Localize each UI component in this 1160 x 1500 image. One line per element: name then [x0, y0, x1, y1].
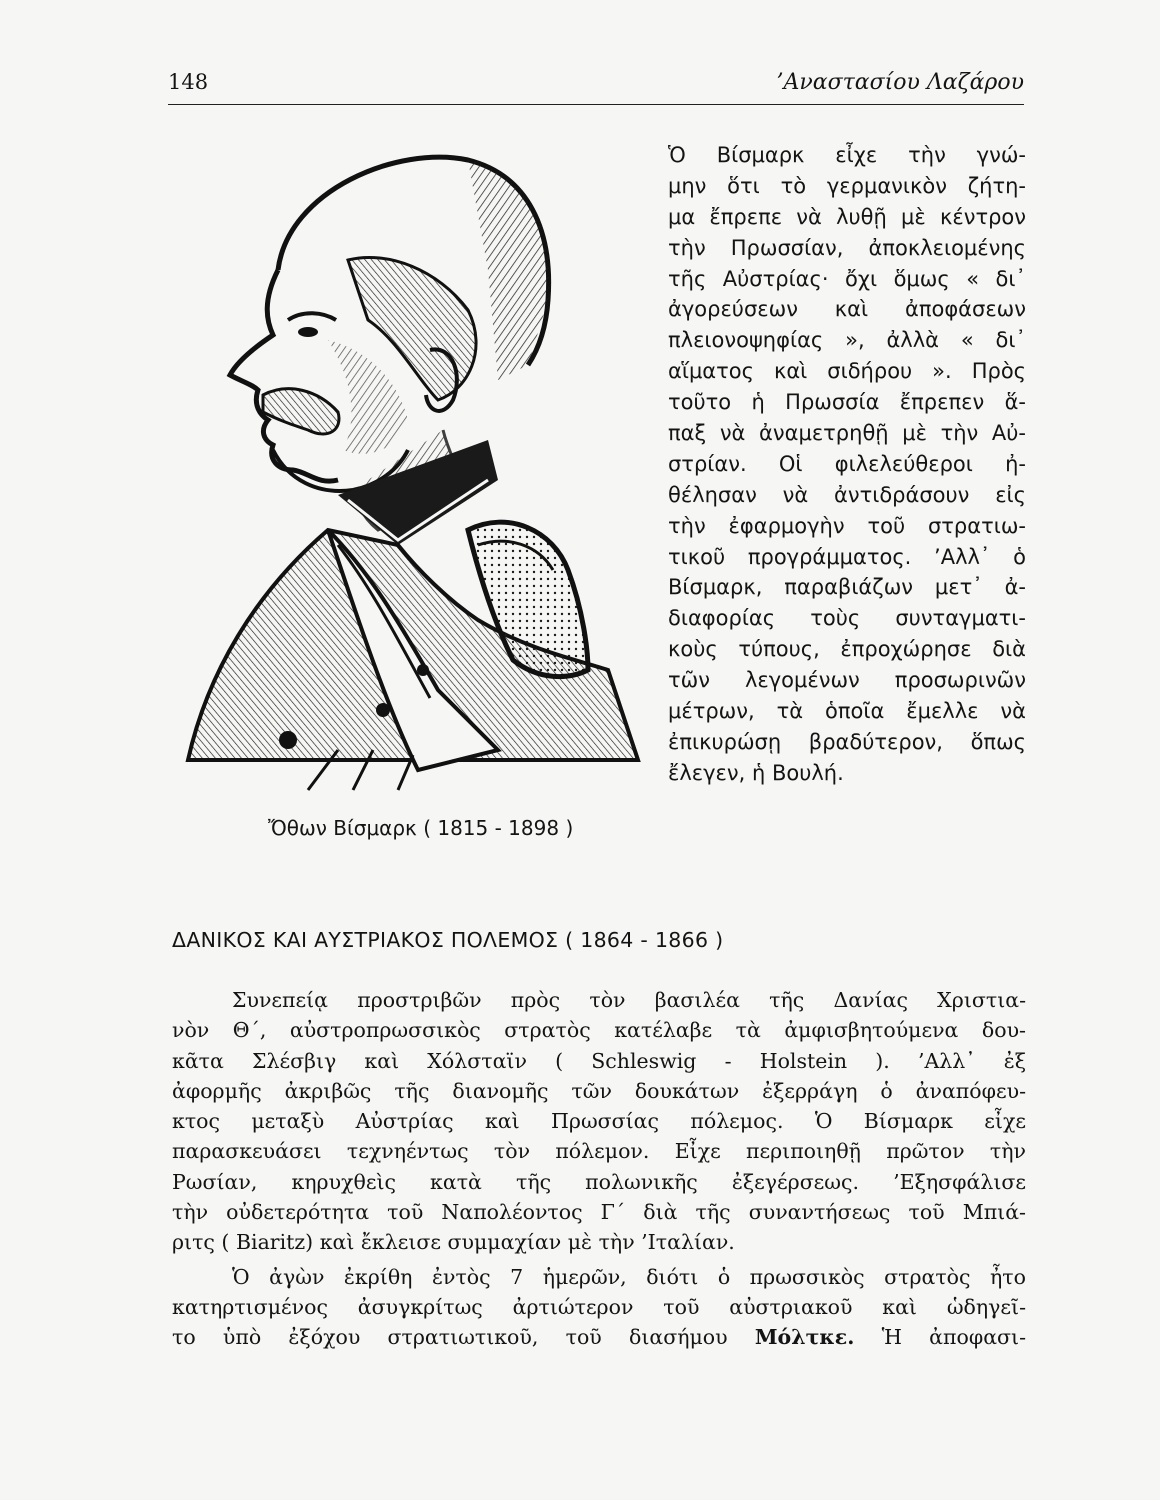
text-line: ἀφορμῆς ἀκριβῶς τῆς διανομῆς τῶν δουκάτων ἐξερράγη ὁ ἀναπόφευ- — [172, 1078, 1026, 1103]
text-line: θέλησαν νὰ ἀντιδράσουν εἰς — [668, 482, 1026, 507]
section-heading: ΔΑΝΙΚΟΣ ΚΑΙ ΑΥΣΤΡΙΑΚΟΣ ΠΟΛΕΜΟΣ ( 1864 - 1866 ) — [172, 928, 724, 952]
line-text: Ἡ ἀποφασι- — [881, 1325, 1026, 1350]
text-line: ριτς ( Biaritz) καὶ ἔκλεισε συμμαχίαν μὲ τὴν ’Ιταλίαν. — [172, 1230, 735, 1255]
text-line: Βίσμαρκ, παραβιάζων μετ᾿ ἀ- — [668, 575, 1026, 600]
text-line — [172, 1322, 1026, 1352]
paragraph-1 — [172, 985, 1026, 1258]
figure-caption: Ὄθων Βίσμαρκ ( 1815 - 1898 ) — [268, 816, 574, 840]
text-line: μα ἔπρεπε νὰ λυθῇ μὲ κέντρον — [668, 204, 1026, 229]
portrait-engraving — [168, 150, 668, 800]
text-line: μην ὅτι τὸ γερμανικὸν ζήτη- — [668, 173, 1026, 198]
text-line: μέτρων, τὰ ὁποῖα ἔμελλε νὰ — [668, 699, 1026, 724]
text-line: Ρωσίαν, κηρυχθεὶς κατὰ τῆς πολωνικῆς ἐξεγέρσεως. ’Εξησφάλισε — [172, 1169, 1026, 1194]
text-line: τικοῦ προγράμματος. ’Αλλ᾿ ὁ — [668, 544, 1026, 569]
line-text: το ὑπὸ ἐξόχου στρατιωτικοῦ, τοῦ διασήμου — [172, 1325, 728, 1350]
text-line: Συνεπείᾳ προστριβῶν πρὸς τὸν βασιλέα τῆς Δανίας Χριστια- — [232, 988, 1026, 1012]
text-line: τοῦτο ἡ Πρωσσία ἔπρεπεν ἅ- — [668, 390, 1026, 415]
text-line: τὴν ἐφαρμογὴν τοῦ στρατιω- — [668, 513, 1026, 538]
text-line: τῆς Αὐστρίας· ὄχι ὅμως « δι᾿ — [668, 266, 1026, 291]
text-line: διαφορίας τοὺς συνταγματι- — [668, 606, 1026, 631]
text-line: κοὺς τύπους, ἐπροχώρησε διὰ — [668, 637, 1026, 662]
running-head: ’Αναστασίου Λαζάρου — [776, 70, 1024, 95]
text-line: πλειονοψηφίας », ἀλλὰ « δι᾿ — [668, 328, 1026, 353]
text-line: κᾶτα Σλέσβιγ καὶ Χόλσταϊν ( Schleswig - Holstein ). ’Αλλ᾿ ἐξ — [172, 1048, 1026, 1073]
text-line: νὸν Θ΄, αὐστροπρωσσικὸς στρατὸς κατέλαβε τὰ ἀμφισβητούμενα δου- — [172, 1018, 1026, 1043]
text-line: κτος μεταξὺ Αὐστρίας καὶ Πρωσσίας πόλεμος. Ὁ Βίσμαρκ εἶχε — [172, 1109, 1026, 1134]
text-line: παρασκευάσει τεχνηέντως τὸν πόλεμον. Εἶχε περιποιηθῇ πρῶτον τὴν — [172, 1139, 1026, 1164]
text-line: τὴν οὐδετερότητα τοῦ Ναπολέοντος Γ΄ διὰ τῆς συναντήσεως τοῦ Μπιά- — [172, 1200, 1026, 1225]
text-line: παξ νὰ ἀναμετρηθῇ μὲ τὴν Αὐ- — [668, 421, 1026, 446]
text-line: κατηρτισμένος ἀσυγκρίτως ἀρτιώτερον τοῦ αὐστριακοῦ καὶ ὡδηγεῖ- — [172, 1294, 1026, 1319]
text-line: τὴν Πρωσσίαν, ἀποκλειομένης — [668, 235, 1026, 260]
text-line: αἵματος καὶ σιδήρου ». Πρὸς — [668, 359, 1026, 384]
page-number: 148 — [168, 70, 209, 94]
text-line: ἔλεγεν, ἡ Βουλή. — [668, 760, 844, 785]
paragraph-2 — [172, 1262, 1026, 1353]
side-text-column — [668, 140, 1026, 789]
bold-name: Μόλτκε. — [754, 1325, 855, 1350]
text-line: ἀγορεύσεων καὶ ἀποφάσεων — [668, 297, 1026, 322]
text-line: στρίαν. Οἱ φιλελεύθεροι ἠ- — [668, 451, 1026, 476]
text-line: Ὁ Βίσμαρκ εἶχε τὴν γνώ- — [668, 143, 1026, 167]
page-header — [168, 70, 1024, 105]
text-line: ἐπικυρώσῃ βραδύτερον, ὅπως — [668, 729, 1026, 754]
body-text — [172, 985, 1026, 1353]
text-line: Ὁ ἀγὼν ἐκρίθη ἐντὸς 7 ἡμερῶν, διότι ὁ πρωσσικὸς στρατὸς ἦτο — [232, 1264, 1026, 1289]
text-line: τῶν λεγομένων προσωρινῶν — [668, 668, 1026, 693]
